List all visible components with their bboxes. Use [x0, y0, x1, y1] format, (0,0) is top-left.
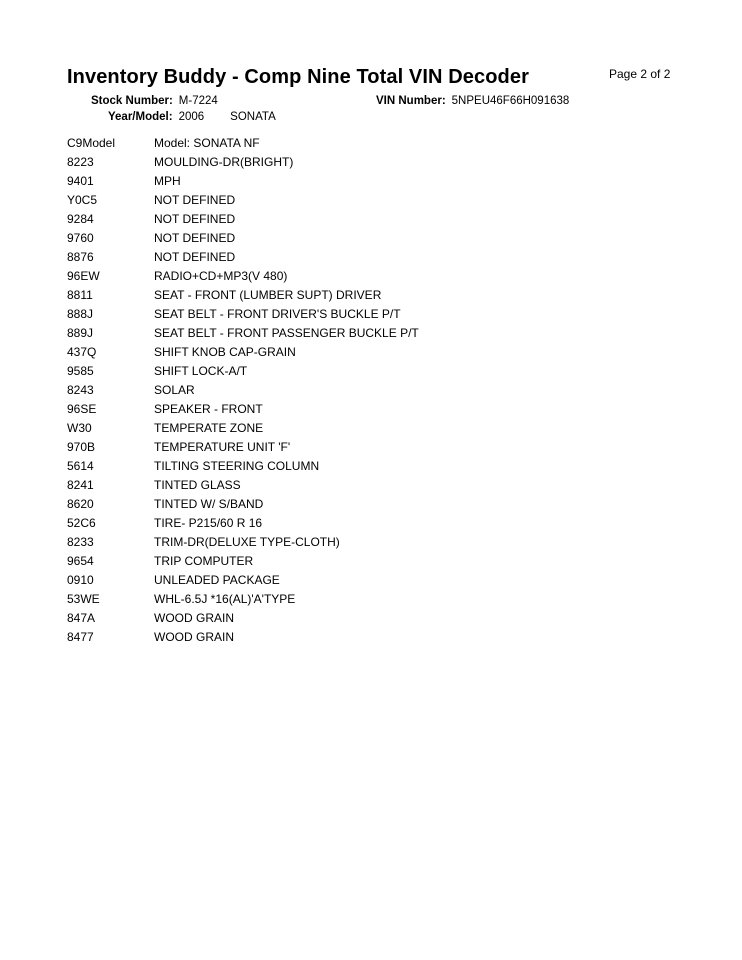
option-code: 8620 — [67, 496, 94, 511]
list-item — [67, 627, 627, 646]
list-item — [67, 456, 627, 475]
option-code: 8241 — [67, 477, 94, 492]
option-code: 9760 — [67, 230, 94, 245]
list-item — [67, 171, 627, 190]
list-item — [67, 570, 627, 589]
option-description: SEAT BELT - FRONT DRIVER'S BUCKLE P/T — [154, 306, 401, 321]
option-description: NOT DEFINED — [154, 211, 236, 226]
stock-number — [91, 95, 218, 107]
option-description: WHL-6.5J *16(AL)'A'TYPE — [154, 591, 296, 606]
option-description: SHIFT LOCK-A/T — [154, 363, 248, 378]
option-description: SOLAR — [154, 382, 195, 397]
option-code: 53WE — [67, 591, 100, 606]
year-model — [108, 111, 276, 123]
option-code: 8876 — [67, 249, 94, 264]
option-code: 847A — [67, 610, 96, 625]
list-item — [67, 380, 627, 399]
option-code: 52C6 — [67, 515, 96, 530]
stock-number-value: M-7224 — [178, 95, 218, 107]
option-code: 9401 — [67, 173, 94, 188]
option-code: 970B — [67, 439, 96, 454]
list-item — [67, 304, 627, 323]
list-item — [67, 342, 627, 361]
list-item — [67, 323, 627, 342]
list-item — [67, 190, 627, 209]
list-item — [67, 494, 627, 513]
option-description: RADIO+CD+MP3(V 480) — [154, 268, 288, 283]
option-code: 8223 — [67, 154, 94, 169]
option-code: 9585 — [67, 363, 94, 378]
year-value: 2006 — [178, 111, 205, 123]
option-description: NOT DEFINED — [154, 230, 236, 245]
list-item — [67, 247, 627, 266]
list-item — [67, 361, 627, 380]
list-item — [67, 532, 627, 551]
option-code: 96SE — [67, 401, 97, 416]
vin-number-label: VIN Number: — [376, 95, 446, 107]
option-code: 437Q — [67, 344, 97, 359]
list-item — [67, 152, 627, 171]
option-code: 9654 — [67, 553, 94, 568]
option-code: 8233 — [67, 534, 94, 549]
list-item — [67, 266, 627, 285]
list-item — [67, 228, 627, 247]
list-item — [67, 589, 627, 608]
option-description: SPEAKER - FRONT — [154, 401, 263, 416]
option-description: NOT DEFINED — [154, 192, 236, 207]
option-description: WOOD GRAIN — [154, 629, 234, 644]
option-code: 889J — [67, 325, 94, 340]
list-item — [67, 437, 627, 456]
option-description: Model: SONATA NF — [154, 135, 260, 150]
list-item — [67, 209, 627, 228]
list-item — [67, 133, 627, 152]
option-code: 5614 — [67, 458, 94, 473]
option-description: MPH — [154, 173, 181, 188]
stock-number-label: Stock Number: — [91, 95, 173, 107]
option-code-list — [67, 133, 627, 646]
option-code: 96EW — [67, 268, 100, 283]
option-description: TINTED W/ S/BAND — [154, 496, 264, 511]
option-description: NOT DEFINED — [154, 249, 236, 264]
option-code: 8243 — [67, 382, 94, 397]
option-description: MOULDING-DR(BRIGHT) — [154, 154, 294, 169]
option-description: TEMPERATE ZONE — [154, 420, 264, 435]
vin-number-value: 5NPEU46F66H091638 — [451, 95, 570, 107]
list-item — [67, 475, 627, 494]
option-code: W30 — [67, 420, 92, 435]
list-item — [67, 513, 627, 532]
option-description: TILTING STEERING COLUMN — [154, 458, 320, 473]
option-code: 8811 — [67, 287, 93, 302]
list-item — [67, 399, 627, 418]
year-model-label: Year/Model: — [108, 111, 173, 123]
option-description: TIRE- P215/60 R 16 — [154, 515, 263, 530]
option-code: 9284 — [67, 211, 94, 226]
option-description: TINTED GLASS — [154, 477, 241, 492]
option-description: TRIM-DR(DELUXE TYPE-CLOTH) — [154, 534, 340, 549]
option-description: TEMPERATURE UNIT 'F' — [154, 439, 291, 454]
option-description: UNLEADED PACKAGE — [154, 572, 280, 587]
option-description: WOOD GRAIN — [154, 610, 234, 625]
option-description: SEAT BELT - FRONT PASSENGER BUCKLE P/T — [154, 325, 419, 340]
option-code: 8477 — [67, 629, 94, 644]
page-title: Inventory Buddy - Comp Nine Total VIN Decoder — [67, 66, 529, 88]
option-description: SHIFT KNOB CAP-GRAIN — [154, 344, 296, 359]
list-item — [67, 285, 627, 304]
option-code: C9Model — [67, 135, 116, 150]
option-description: SEAT - FRONT (LUMBER SUPT) DRIVER — [154, 287, 382, 302]
option-code: Y0C5 — [67, 192, 98, 207]
list-item — [67, 551, 627, 570]
list-item — [67, 608, 627, 627]
vin-number — [376, 95, 569, 107]
page-number: Page 2 of 2 — [609, 67, 671, 81]
option-description: TRIP COMPUTER — [154, 553, 254, 568]
list-item — [67, 418, 627, 437]
option-code: 0910 — [67, 572, 94, 587]
model-value: SONATA — [230, 111, 276, 123]
option-code: 888J — [67, 306, 94, 321]
